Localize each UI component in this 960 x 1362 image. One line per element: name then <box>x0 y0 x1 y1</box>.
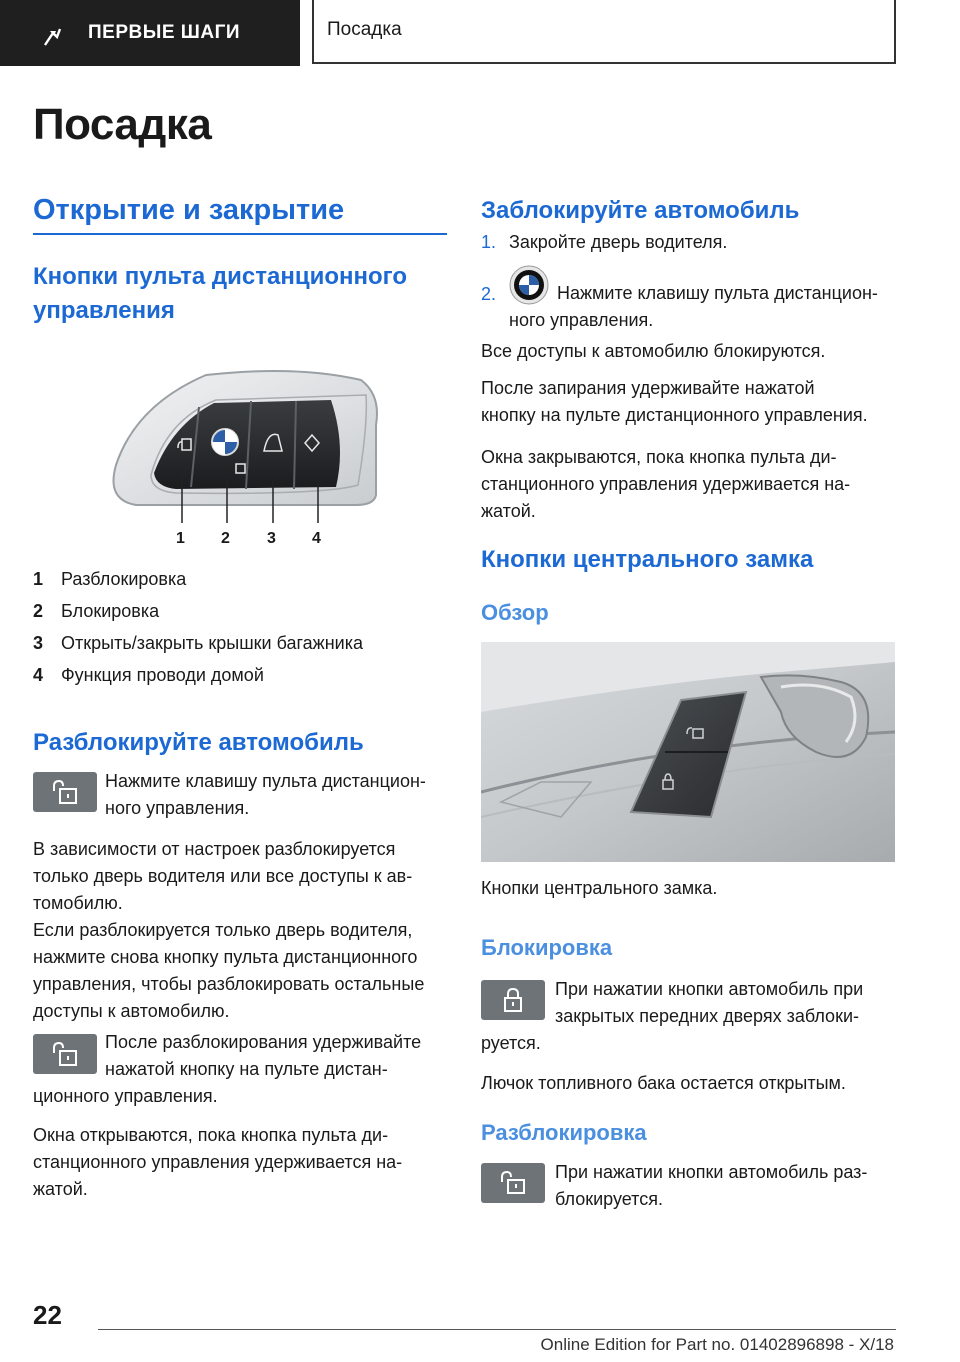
unlock-padlock-icon <box>33 1034 97 1074</box>
footer-edition: Online Edition for Part no. 01402896898 - X/18 <box>540 1335 894 1354</box>
page-title: Посадка <box>33 100 212 149</box>
key-fob-illustration <box>96 365 396 550</box>
overview-heading: Обзор <box>481 600 549 625</box>
legend-number: 3 <box>33 633 44 653</box>
lock-heading: Заблокируйте автомобиль <box>481 197 800 224</box>
remote-heading-line2: управления <box>33 297 175 324</box>
legend-item <box>33 633 443 654</box>
text-line: При нажатии кнопки автомобиль раз- <box>555 1162 868 1182</box>
text-line: жатой. <box>481 501 536 521</box>
legend-text: Открыть/закрыть крышки багажника <box>61 633 364 653</box>
figure-label-1: 1 <box>176 530 185 547</box>
text-line: После запирания удерживайте нажатой <box>481 378 815 398</box>
unlock-paragraph <box>555 1159 900 1213</box>
text-line: станционного управления удерживается на- <box>33 1152 403 1172</box>
step-text: Закройте дверь водителя. <box>509 232 728 252</box>
legend-item <box>33 665 443 686</box>
text-line: станционного управления удерживается на- <box>481 474 851 494</box>
text-line: При нажатии кнопки автомобиль при <box>555 979 864 999</box>
breadcrumb-label: Посадка <box>327 19 402 40</box>
section-tab[interactable] <box>0 0 300 66</box>
legend-number: 4 <box>33 665 44 685</box>
door-panel-photo <box>481 642 895 862</box>
text-line: доступы к автомобилю. <box>33 1001 230 1021</box>
unlock-paragraph-5 <box>33 1122 448 1203</box>
text-line: управления, чтобы разблокировать остальные <box>33 974 425 994</box>
step-1 <box>481 232 727 253</box>
remote-heading-line1: Кнопки пульта дистанционного <box>33 263 408 290</box>
footer-rule <box>98 1329 896 1330</box>
text-line: нажмите снова кнопку пульта дистанционного <box>33 947 418 967</box>
page-number: 22 <box>33 1300 62 1330</box>
text-line: нажатой кнопку на пульте дистан- <box>105 1059 388 1079</box>
text-line: закрытых передних дверях заблоки- <box>555 1006 859 1026</box>
breadcrumb <box>312 0 896 64</box>
lock-paragraph-2 <box>481 375 901 429</box>
step-2 <box>481 284 509 305</box>
photo-caption: Кнопки центрального замка. <box>481 878 718 898</box>
legend-item <box>33 601 443 622</box>
lock-paragraph <box>555 976 900 1030</box>
bmw-logo-icon <box>509 265 549 305</box>
legend-item <box>33 569 443 590</box>
step-2-text-cont: ного управления. <box>509 310 654 330</box>
text-line: Окна закрываются, пока кнопка пульта ди- <box>481 447 837 467</box>
unlock-paragraph-2 <box>33 836 448 917</box>
text-line: блокируется. <box>555 1189 663 1209</box>
unlock-paragraph-4 <box>105 1029 450 1083</box>
legend-number: 1 <box>33 569 44 589</box>
lock-paragraph-1: Все доступы к автомобилю блокируются. <box>481 341 826 361</box>
section-rule <box>33 233 447 235</box>
unlock-paragraph-4-cont: ционного управления. <box>33 1086 218 1106</box>
unlock-paragraph-3 <box>33 917 448 1025</box>
text-line: только дверь водителя или все доступы к ав- <box>33 866 413 886</box>
text-line: В зависимости от настроек разблокируется <box>33 839 396 859</box>
start-flag-icon <box>42 27 62 47</box>
step-number: 1. <box>481 232 497 252</box>
legend-text: Разблокировка <box>61 569 187 589</box>
remote-buttons-heading <box>33 260 407 328</box>
lock-paragraph-cont: руется. <box>481 1033 541 1053</box>
lock-subheading: Блокировка <box>481 935 613 960</box>
lock-paragraph-3 <box>481 444 901 525</box>
text-line: томобилю. <box>33 893 123 913</box>
legend-text: Блокировка <box>61 601 160 621</box>
central-lock-heading: Кнопки центрального замка <box>481 546 814 573</box>
unlock-heading: Разблокируйте автомобиль <box>33 729 364 756</box>
text-line: ного управления. <box>105 798 250 818</box>
step-number: 2. <box>481 284 497 304</box>
section-tab-label: ПЕРВЫЕ ШАГИ <box>88 22 241 43</box>
figure-label-3: 3 <box>267 530 276 547</box>
text-line: Если разблокируется только дверь водителя, <box>33 920 413 940</box>
text-line: кнопку на пульте дистанционного управления. <box>481 405 868 425</box>
figure-label-4: 4 <box>312 530 321 547</box>
legend-number: 2 <box>33 601 44 621</box>
section-heading-open-close: Открытие и закрытие <box>33 194 345 226</box>
text-line: жатой. <box>33 1179 88 1199</box>
text-line: Нажмите клавишу пульта дистанцион- <box>105 771 426 791</box>
unlock-padlock-icon <box>481 1163 545 1203</box>
figure-label-2: 2 <box>221 530 230 547</box>
step-2-text: Нажмите клавишу пульта дистанцион- <box>557 283 878 303</box>
unlock-padlock-icon <box>33 772 97 812</box>
text-line: После разблокирования удерживайте <box>105 1032 422 1052</box>
fuel-flap-paragraph: Лючок топливного бака остается открытым. <box>481 1073 846 1093</box>
legend-text: Функция проводи домой <box>61 665 264 685</box>
unlock-subheading: Разблокировка <box>481 1120 647 1145</box>
lock-padlock-icon <box>481 980 545 1020</box>
unlock-paragraph-1 <box>105 768 450 822</box>
text-line: Окна открываются, пока кнопка пульта ди- <box>33 1125 389 1145</box>
